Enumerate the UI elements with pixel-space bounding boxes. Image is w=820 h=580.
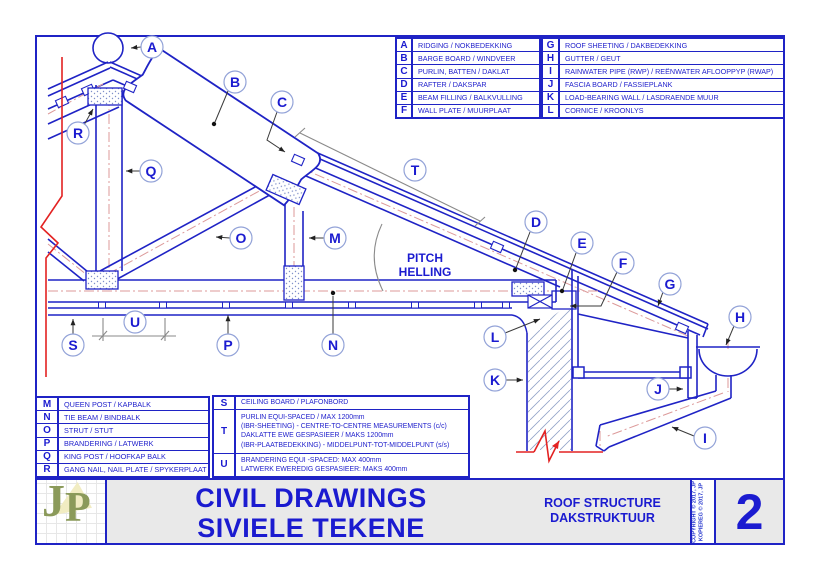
ridging-cap: [93, 33, 123, 63]
svg-text:H: H: [734, 309, 746, 325]
svg-text:B: B: [229, 74, 241, 90]
legend-label: BRANDERING / LATWERK: [64, 439, 154, 449]
legend-label: BEAM FILLING / BALKVULLING: [418, 93, 523, 103]
legend-row: [397, 39, 539, 51]
legend-row: [37, 437, 208, 450]
beam-filling: [528, 295, 552, 308]
legend-row: [397, 51, 539, 64]
svg-text:G: G: [664, 276, 676, 292]
legend-label: QUEEN POST / KAPBALK: [64, 399, 152, 409]
svg-text:E: E: [577, 235, 587, 251]
callout-i: [672, 427, 716, 449]
copyright-strip: COPYRIGHT © 2017, JP KOPIEREG © 2017, JP: [690, 478, 716, 543]
legend-key: N: [37, 411, 59, 423]
pitch-label: [399, 251, 452, 279]
legend-key: G: [543, 39, 560, 51]
logo-letter-j: J: [42, 478, 65, 526]
legend-label: BRANDERING EQUI -SPACED: MAX 400mm LATWERK EWEREDIG GESPASIEER: MAKS 400mm: [241, 456, 408, 473]
svg-text:D: D: [530, 214, 542, 230]
legend-row: [214, 409, 468, 453]
legend-key: K: [543, 92, 560, 104]
callout-e: [560, 232, 593, 293]
svg-text:C: C: [276, 94, 288, 110]
brandering: [99, 302, 510, 308]
legend-label: BARGE BOARD / WINDVEER: [418, 53, 516, 63]
callout-j: [647, 378, 683, 400]
legend-key: L: [543, 105, 560, 117]
gutter: [696, 347, 760, 376]
legend-label: CORNICE / KROONLYS: [565, 106, 644, 116]
svg-text:F: F: [618, 255, 628, 271]
legend-row: [543, 64, 783, 77]
legend-label: PURLIN EQUI-SPACED / MAX 1200mm (IBR-SHEETING) - CENTRE-TO-CENTRE MEASUREMENTS (c/c) DAKLATTE EWE GESPASIEER / MAKS 1200mm (IBR-PLAATBEDEKKING) - MIDDELPUNT-TOT-MIDDELPUNT (s/s): [241, 413, 450, 449]
ceiling-board: [48, 308, 527, 333]
callout-g: [658, 273, 681, 306]
callout-h: [726, 306, 751, 345]
svg-text:N: N: [327, 337, 339, 353]
svg-text:Q: Q: [145, 163, 157, 179]
legend-row: [37, 423, 208, 436]
battens: [55, 81, 688, 333]
legend-row: [214, 397, 468, 409]
legend-key: B: [397, 52, 413, 64]
sheet-number: 2: [716, 478, 783, 543]
pitch-arc: [374, 224, 383, 291]
legend-label: WALL PLATE / MUURPLAAT: [418, 106, 512, 116]
legend-table-g-l: [541, 37, 785, 119]
legend-table-a-f: [395, 37, 541, 119]
svg-text:P: P: [223, 337, 233, 353]
svg-text:T: T: [410, 162, 420, 178]
company-logo: [37, 478, 107, 543]
legend-key: H: [543, 52, 560, 64]
legend-label: STRUT / STUT: [64, 425, 114, 435]
sheet-title: ROOF STRUCTURE DAKSTRUKTUUR: [544, 496, 661, 525]
legend-key: F: [397, 105, 413, 117]
legend-label: LOAD-BEARING WALL / LASDRAENDE MUUR: [565, 93, 719, 103]
legend-label: RIDGING / NOKBEDEKKING: [418, 40, 513, 50]
legend-row: [37, 450, 208, 463]
svg-text:PITCH: PITCH: [407, 251, 443, 265]
legend-row: [543, 104, 783, 117]
fascia-board: [688, 331, 697, 398]
legend-table-s-u: [212, 395, 470, 478]
legend-key: U: [214, 454, 236, 476]
svg-text:J: J: [654, 381, 662, 397]
legend-row: [37, 463, 208, 476]
legend-label: RAINWATER PIPE (RWP) / REËNWATER AFLOOPPYP (RWAP): [565, 66, 774, 76]
legend-key: T: [214, 410, 236, 453]
legend-key: J: [543, 79, 560, 91]
callout-s: [62, 319, 84, 356]
callout-d: [513, 211, 547, 272]
legend-key: R: [37, 464, 59, 476]
legend-row: [214, 453, 468, 476]
legend-key: A: [397, 39, 413, 51]
legend-key: S: [214, 397, 236, 409]
legend-label: TIE BEAM / BINDBALK: [64, 412, 141, 422]
legend-label: RAFTER / DAKSPAR: [418, 80, 487, 90]
legend-row: [543, 78, 783, 91]
legend-table-m-r: [35, 396, 210, 478]
svg-text:M: M: [329, 230, 341, 246]
svg-text:A: A: [146, 39, 158, 55]
svg-text:R: R: [72, 125, 84, 141]
legend-label: FASCIA BOARD / FASSIEPLANK: [565, 80, 673, 90]
legend-key: I: [543, 65, 560, 77]
callout-a: [131, 36, 163, 58]
legend-label: GANG NAIL, NAIL PLATE / SPYKERPLAAT: [64, 465, 207, 475]
legend-key: E: [397, 92, 413, 104]
callout-p: [217, 315, 239, 356]
legend-label: GUTTER / GEUT: [565, 53, 621, 63]
legend-row: [37, 398, 208, 410]
cornice: [512, 315, 527, 333]
legend-label: KING POST / HOOFKAP BALK: [64, 452, 166, 462]
load-bearing-wall: [527, 270, 578, 451]
legend-key: Q: [37, 451, 59, 463]
legend-label: CEILING BOARD / PLAFONBORD: [241, 399, 349, 407]
svg-text:K: K: [489, 372, 501, 388]
callout-k: [484, 369, 523, 391]
svg-text:L: L: [490, 329, 500, 345]
svg-text:S: S: [68, 337, 78, 353]
callout-m: [309, 227, 346, 249]
svg-text:U: U: [129, 314, 141, 330]
legend-key: M: [37, 398, 59, 410]
legend-row: [397, 78, 539, 91]
svg-text:I: I: [703, 430, 707, 446]
legend-key: P: [37, 438, 59, 450]
legend-label: ROOF SHEETING / DAKBEDEKKING: [565, 40, 688, 50]
legend-row: [397, 64, 539, 77]
legend-key: O: [37, 424, 59, 436]
legend-row: [543, 91, 783, 104]
legend-row: [543, 39, 783, 51]
logo-letter-p: P: [65, 485, 91, 531]
title-block: [107, 478, 690, 543]
legend-row: [37, 410, 208, 423]
callout-u: [124, 311, 146, 333]
legend-row: [397, 104, 539, 117]
legend-key: C: [397, 65, 413, 77]
eaves-soffit: [573, 367, 691, 378]
callout-f: [570, 252, 634, 306]
legend-label: PURLIN, BATTEN / DAKLAT: [418, 66, 510, 76]
drawing-series-title: CIVIL DRAWINGS SIVIELE TEKENE: [195, 483, 427, 543]
callout-q: [126, 160, 162, 182]
callout-n: [322, 291, 344, 356]
callout-t: [404, 159, 426, 181]
legend-row: [397, 91, 539, 104]
legend-row: [543, 51, 783, 64]
legend-key: D: [397, 79, 413, 91]
svg-text:O: O: [235, 230, 247, 246]
callout-o: [216, 227, 252, 249]
svg-text:HELLING: HELLING: [398, 265, 452, 279]
